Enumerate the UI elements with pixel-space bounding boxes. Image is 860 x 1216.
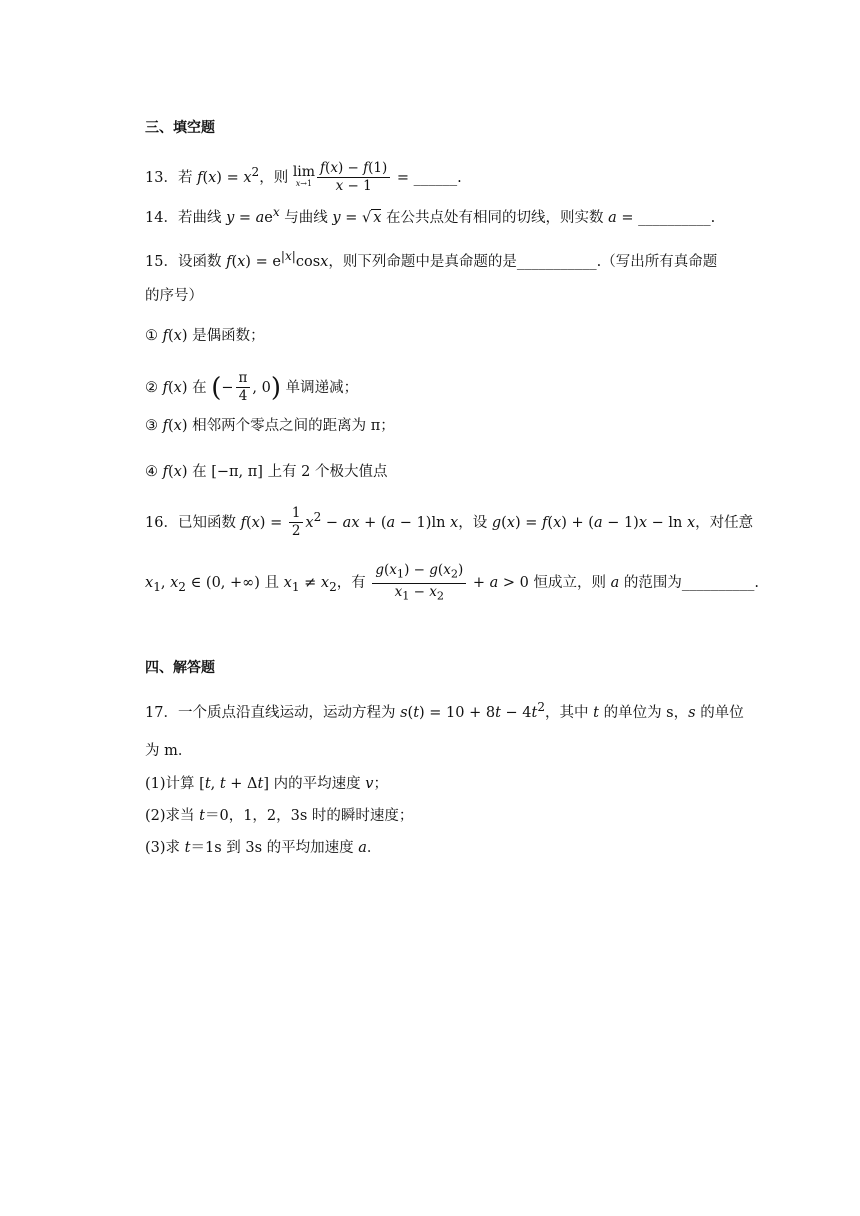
question-15-option-2 <box>145 370 725 405</box>
question-15-text: 15．设函数 $f(x) = e^{|x|}\cos x$，则下列命题中是真命题的是___________.（写出所有真命题 <box>145 249 718 270</box>
option-4-text: ④ f(x) 在 [−π, π] 上有 2 个极大值点 <box>145 464 388 480</box>
question-13-text: 13．若 $f(x) = x^2$，则 lim x→1 $\frac{f(x) - f(1)}{x - 1}$ = ______. <box>145 160 462 194</box>
question-16-text-2: $x_1$, $x_2$ ∈ (0, +∞) 且 $x_1 \ne x_2$，有 $\frac{g(x_1) - g(x_2)}{x_1 - x_2}$ + a > 0 恒成立，则 a 的范围为__________. <box>145 562 759 603</box>
question-16-line-1 <box>145 505 754 540</box>
question-15-line-1 <box>145 246 725 272</box>
question-17-part-1 <box>145 774 725 794</box>
question-15-option-1 <box>145 326 725 346</box>
option-2-text: ② f(x) 在 (− $\frac{\pi}{4}$ , 0) 单调递减； <box>145 370 359 404</box>
question-13 <box>145 160 725 195</box>
section-heading-fill-in: 三、填空题 <box>145 120 215 136</box>
question-14 <box>145 202 725 228</box>
question-17-line-2: 为 m． <box>145 743 193 759</box>
question-17-line-1 <box>145 697 744 723</box>
option-3-text: ③ f(x) 相邻两个零点之间的距离为 π； <box>145 418 395 434</box>
question-15-option-4 <box>145 462 725 482</box>
part-2-text: (2)求当 t＝0，1，2，3s 时的瞬时速度； <box>145 808 414 824</box>
part-3-text: (3)求 t＝1s 到 3s 的平均加速度 a． <box>145 840 382 856</box>
part-1-text: (1)计算 [t, t + Δt] 内的平均速度 v； <box>145 776 388 792</box>
question-16-text: 16．已知函数 f(x) = $\frac{1}{2}$ $x^2$ − ax + (a − 1)ln x，设 g(x) = f(x) + (a − 1)x − ln x，对任意 <box>145 505 754 539</box>
question-16-line-2 <box>145 562 759 604</box>
question-17-part-2 <box>145 806 725 826</box>
question-15-line-2: 的序号） <box>145 288 203 304</box>
question-15-option-3 <box>145 416 725 436</box>
question-17-text: 17．一个质点沿直线运动，运动方程为 $s(t) = 10 + 8t - 4t^2$，其中 t 的单位为 s，s 的单位 <box>145 700 744 721</box>
question-14-text: 14．若曲线 $y = ae^x$ 与曲线 y = √ x 在公共点处有相同的切线，则实数 a = __________. <box>145 205 716 226</box>
question-17-part-3 <box>145 838 725 858</box>
option-1-text: ① f(x) 是偶函数； <box>145 328 265 344</box>
section-heading-answer: 四、解答题 <box>145 660 215 676</box>
